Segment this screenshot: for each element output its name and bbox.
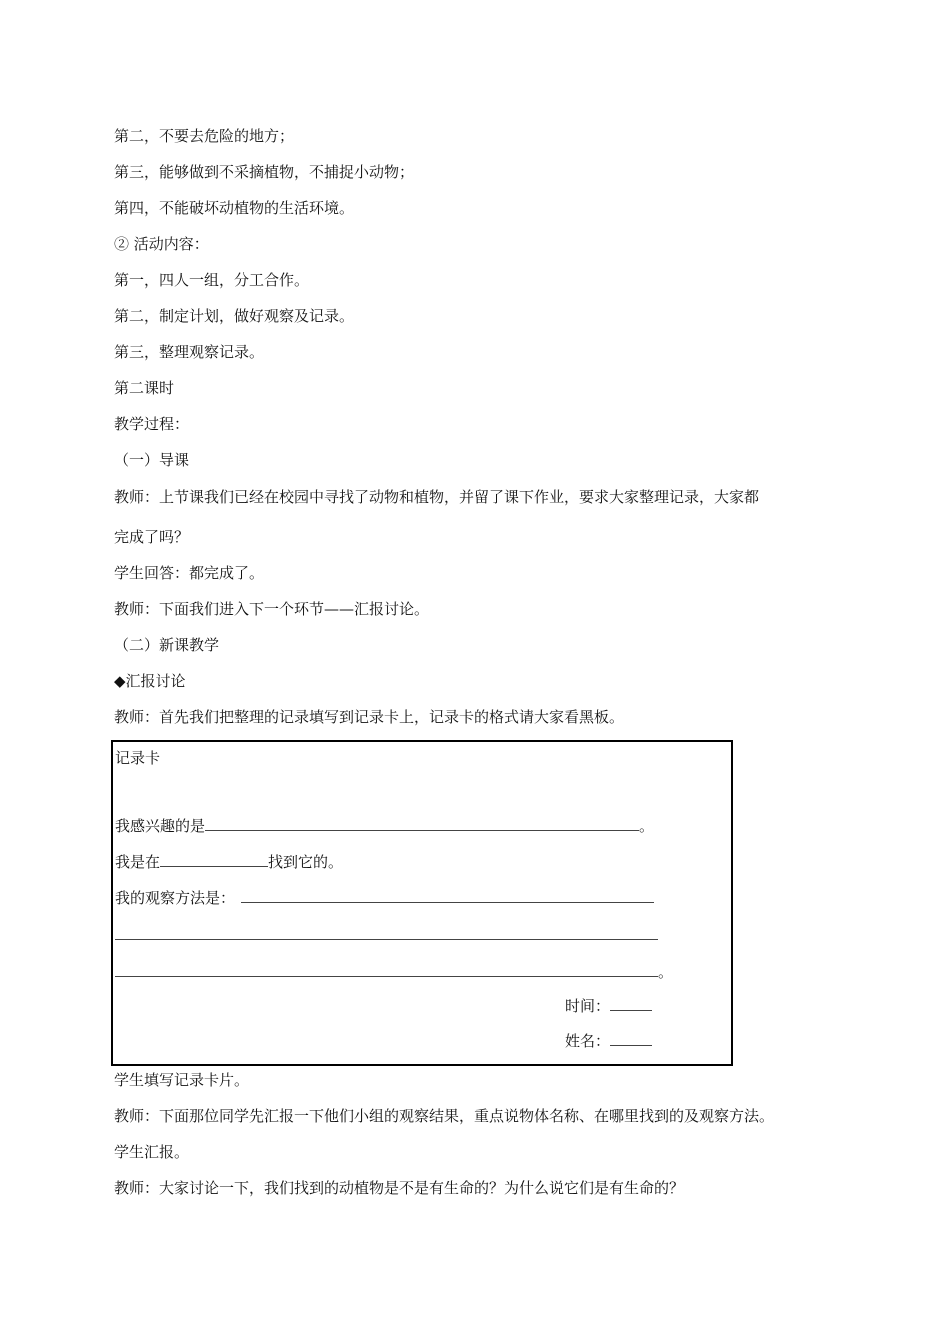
- paragraph: 第一，四人一组，分工合作。: [114, 271, 310, 289]
- paragraph: （二）新课教学: [114, 636, 220, 654]
- interest-end: 。: [639, 817, 655, 835]
- paragraph: （一）导课: [114, 451, 190, 469]
- record-card: [111, 740, 733, 1066]
- paragraph: 学生回答：都完成了。: [114, 564, 265, 582]
- time-line: [565, 996, 652, 1016]
- paragraph: 教师：下面那位同学先汇报一下他们小组的观察结果，重点说物体名称、在哪里找到的及观察方法。: [114, 1107, 775, 1125]
- paragraph: ◆汇报讨论: [114, 672, 186, 690]
- name-label: 姓名：: [565, 1032, 611, 1050]
- interest-blank: [205, 817, 639, 831]
- paragraph: 学生汇报。: [114, 1143, 190, 1161]
- paragraph: 完成了吗？: [114, 528, 190, 546]
- paragraph: 教学过程：: [114, 415, 190, 433]
- interest-line: [115, 816, 654, 836]
- found-line: [115, 852, 343, 872]
- paragraph: ② 活动内容：: [114, 235, 209, 253]
- found-end: 找到它的。: [268, 853, 344, 871]
- method-label: 我的观察方法是：: [115, 889, 236, 907]
- time-label: 时间：: [565, 997, 611, 1015]
- paragraph: 教师：首先我们把整理的记录填写到记录卡上，记录卡的格式请大家看黑板。: [114, 708, 625, 726]
- method-blank-line-3: [115, 976, 658, 977]
- record-card-title: 记录卡: [115, 749, 161, 767]
- method-blank-line-2: [115, 939, 658, 940]
- paragraph: 第四，不能破坏动植物的生活环境。: [114, 199, 355, 217]
- method-end: 。: [658, 963, 674, 981]
- paragraph: 第三，能够做到不采摘植物，不捕捉小动物；: [114, 163, 415, 181]
- paragraph: 第二，不要去危险的地方；: [114, 127, 295, 145]
- found-label: 我是在: [115, 853, 161, 871]
- section-heading: 第二课时: [114, 379, 175, 397]
- name-blank: [610, 1032, 652, 1046]
- paragraph: 教师：上节课我们已经在校园中寻找了动物和植物，并留了课下作业，要求大家整理记录，大家都: [114, 488, 760, 506]
- method-line: [115, 888, 654, 908]
- method-blank: [241, 889, 654, 903]
- name-line: [565, 1031, 652, 1051]
- paragraph: 教师：大家讨论一下，我们找到的动植物是不是有生命的？为什么说它们是有生命的？: [114, 1179, 685, 1197]
- paragraph: 教师：下面我们进入下一个环节——汇报讨论。: [114, 600, 430, 618]
- time-blank: [610, 997, 652, 1011]
- found-blank: [160, 853, 268, 867]
- paragraph: 学生填写记录卡片。: [114, 1071, 250, 1089]
- interest-label: 我感兴趣的是: [115, 817, 206, 835]
- paragraph: 第三，整理观察记录。: [114, 343, 265, 361]
- paragraph: 第二，制定计划，做好观察及记录。: [114, 307, 355, 325]
